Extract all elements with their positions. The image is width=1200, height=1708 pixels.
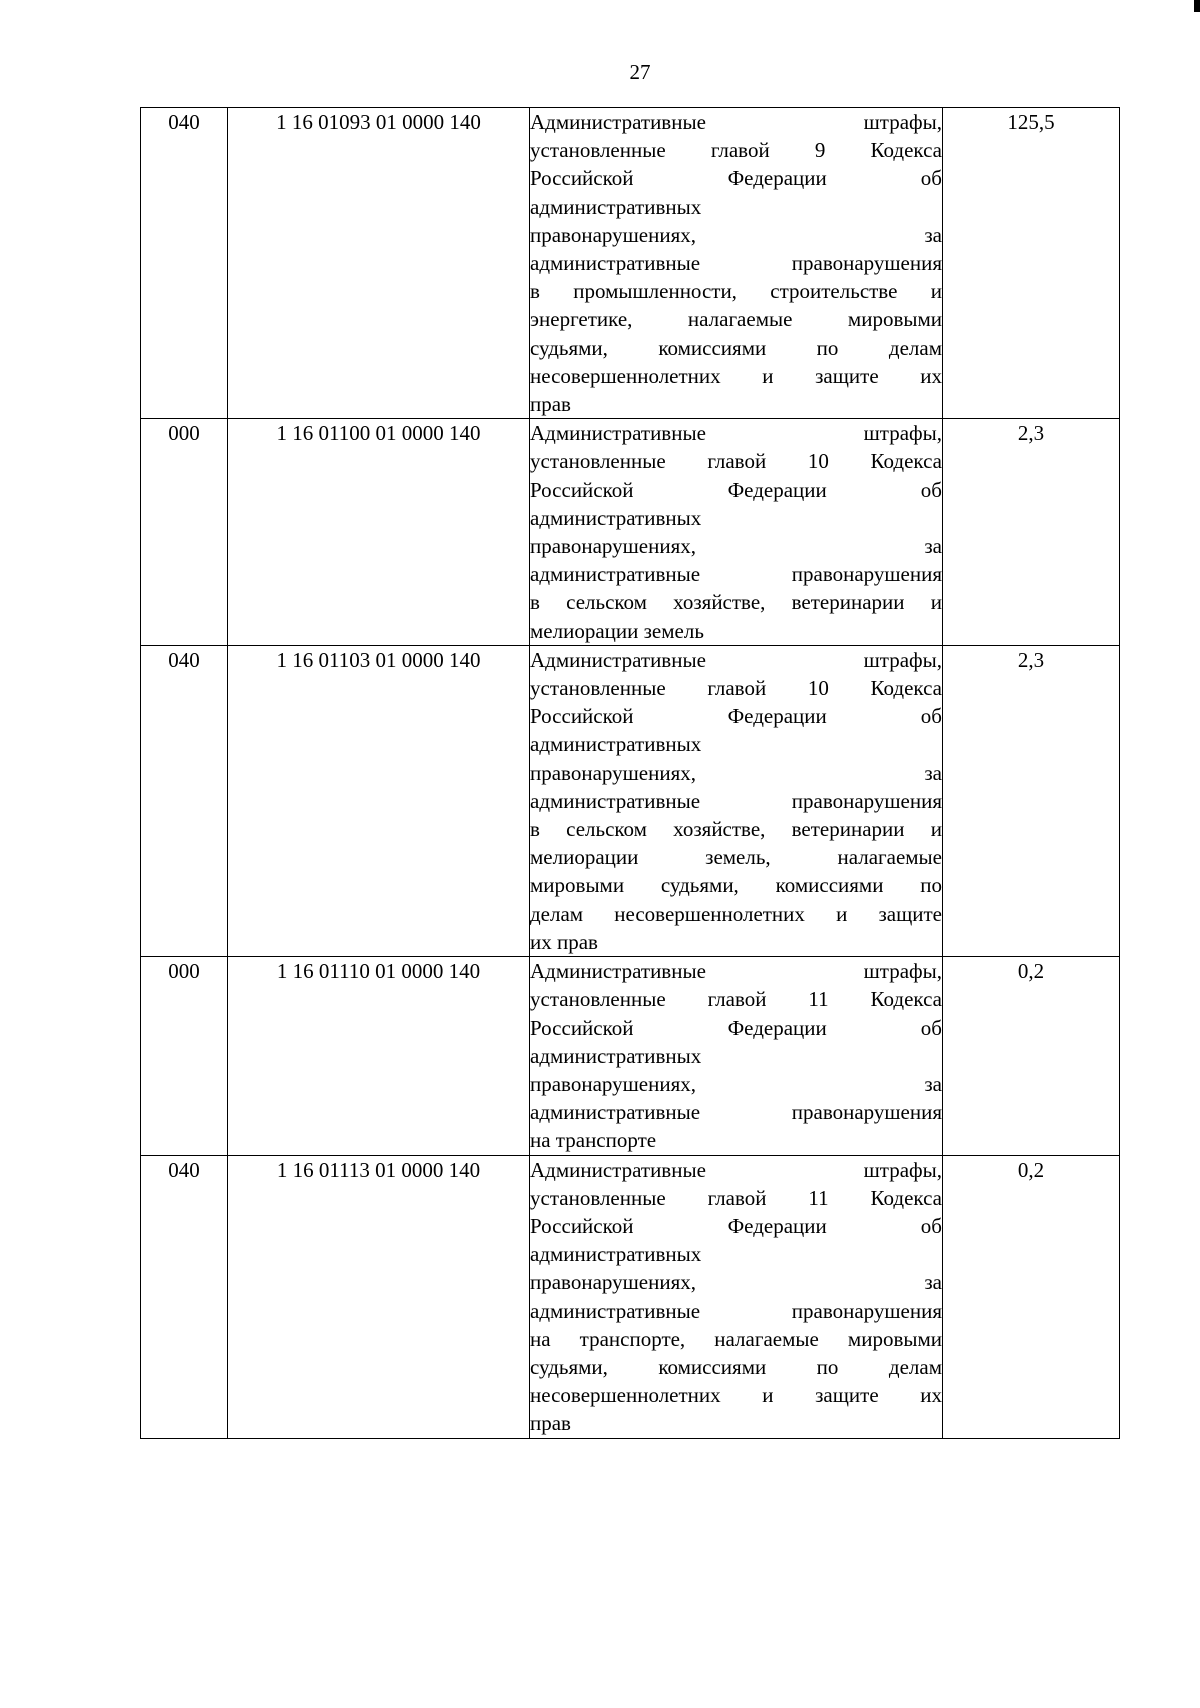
budget-classification-code-cell: 1 16 01103 01 0000 140 [228, 645, 530, 956]
table-row [141, 1155, 1120, 1438]
revenue-name-line: административных [530, 1242, 702, 1267]
revenue-name-line: Российской Федерации об [530, 166, 942, 191]
budget-classification-code-cell: 1 16 01110 01 0000 140 [228, 957, 530, 1155]
revenue-name-line: несовершеннолетних и защите их [530, 363, 942, 388]
revenue-name-line: в сельском хозяйстве, ветеринарии и [530, 590, 942, 615]
revenue-name-line: мелиорации земель, налагаемые [530, 845, 942, 870]
revenue-name-line: на транспорте [530, 1128, 657, 1153]
admin-code-cell: 040 [141, 645, 228, 956]
revenue-name-line: административные правонарушения [530, 1298, 942, 1323]
revenue-name-line: административных [530, 505, 702, 530]
revenue-name-line: в сельском хозяйстве, ветеринарии и [530, 817, 942, 842]
revenue-name-line: установленные главой 11 Кодекса [530, 987, 942, 1012]
table-row [141, 419, 1120, 646]
budget-classification-code-cell: 1 16 01100 01 0000 140 [228, 419, 530, 646]
revenue-name-line: прав [530, 392, 571, 417]
revenue-name-line: установленные главой 9 Кодекса [530, 138, 942, 163]
revenue-name-line: правонарушениях, за [530, 534, 942, 559]
revenue-name-line: мелиорации земель [530, 618, 704, 643]
revenue-name-line: делам несовершеннолетних и защите [530, 901, 942, 926]
revenue-name-line: Административные штрафы, [530, 647, 942, 672]
revenue-name-line: административные правонарушения [530, 562, 942, 587]
revenue-name-line: Российской Федерации об [530, 1213, 942, 1238]
revenue-name-line: Административные штрафы, [530, 959, 942, 984]
budget-classification-code-cell: 1 16 01093 01 0000 140 [228, 108, 530, 419]
revenue-name-line: установленные главой 10 Кодекса [530, 676, 942, 701]
revenue-name-line: установленные главой 10 Кодекса [530, 449, 942, 474]
revenue-name-line: административных [530, 732, 702, 757]
revenue-name-line: энергетике, налагаемые мировыми [530, 307, 942, 332]
budget-classification-code-cell: 1 16 01113 01 0000 140 [228, 1155, 530, 1438]
revenue-name-line: административных [530, 194, 702, 219]
amount-cell: 2,3 [943, 645, 1120, 956]
admin-code-cell: 040 [141, 108, 228, 419]
amount-cell: 0,2 [943, 1155, 1120, 1438]
revenue-name-cell [530, 108, 943, 419]
revenue-name-line: правонарушениях, за [530, 1071, 942, 1096]
amount-cell: 2,3 [943, 419, 1120, 646]
revenue-name-line: правонарушениях, за [530, 222, 942, 247]
admin-code-cell: 000 [141, 419, 228, 646]
revenue-name-cell [530, 1155, 943, 1438]
revenue-name-line: мировыми судьями, комиссиями по [530, 873, 942, 898]
revenue-name-line: правонарушениях, за [530, 760, 942, 785]
revenue-name-cell [530, 419, 943, 646]
revenue-name-line: административных [530, 1043, 702, 1068]
revenue-name-line: судьями, комиссиями по делам [530, 335, 942, 360]
table-body [141, 108, 1120, 1439]
amount-cell: 0,2 [943, 957, 1120, 1155]
revenue-name-line: судьями, комиссиями по делам [530, 1354, 942, 1379]
amount-cell: 125,5 [943, 108, 1120, 419]
revenue-name-line: Российской Федерации об [530, 477, 942, 502]
table-row [141, 957, 1120, 1155]
revenue-name-line: прав [530, 1411, 571, 1436]
table-row [141, 645, 1120, 956]
admin-code-cell: 000 [141, 957, 228, 1155]
revenue-name-line: Российской Федерации об [530, 1015, 942, 1040]
admin-code-cell: 040 [141, 1155, 228, 1438]
revenue-name-line: в промышленности, строительстве и [530, 279, 942, 304]
revenue-name-line: Российской Федерации об [530, 704, 942, 729]
page-number: 27 [629, 60, 651, 84]
revenue-name-line: правонарушениях, за [530, 1270, 942, 1295]
scan-artifact [1194, 0, 1200, 12]
revenue-name-cell [530, 645, 943, 956]
budget-revenue-table [140, 107, 1120, 1439]
revenue-name-line: Административные штрафы, [530, 421, 942, 446]
revenue-name-line: их прав [530, 929, 598, 954]
revenue-name-line: административные правонарушения [530, 251, 942, 276]
revenue-name-line: несовершеннолетних и защите их [530, 1383, 942, 1408]
revenue-name-line: Административные штрафы, [530, 110, 942, 134]
revenue-name-line: административные правонарушения [530, 788, 942, 813]
revenue-name-line: установленные главой 11 Кодекса [530, 1185, 942, 1210]
revenue-name-cell [530, 957, 943, 1155]
revenue-name-line: Административные штрафы, [530, 1157, 942, 1182]
table-row [141, 108, 1120, 419]
revenue-name-line: на транспорте, налагаемые мировыми [530, 1326, 942, 1351]
revenue-name-line: административные правонарушения [530, 1100, 942, 1125]
